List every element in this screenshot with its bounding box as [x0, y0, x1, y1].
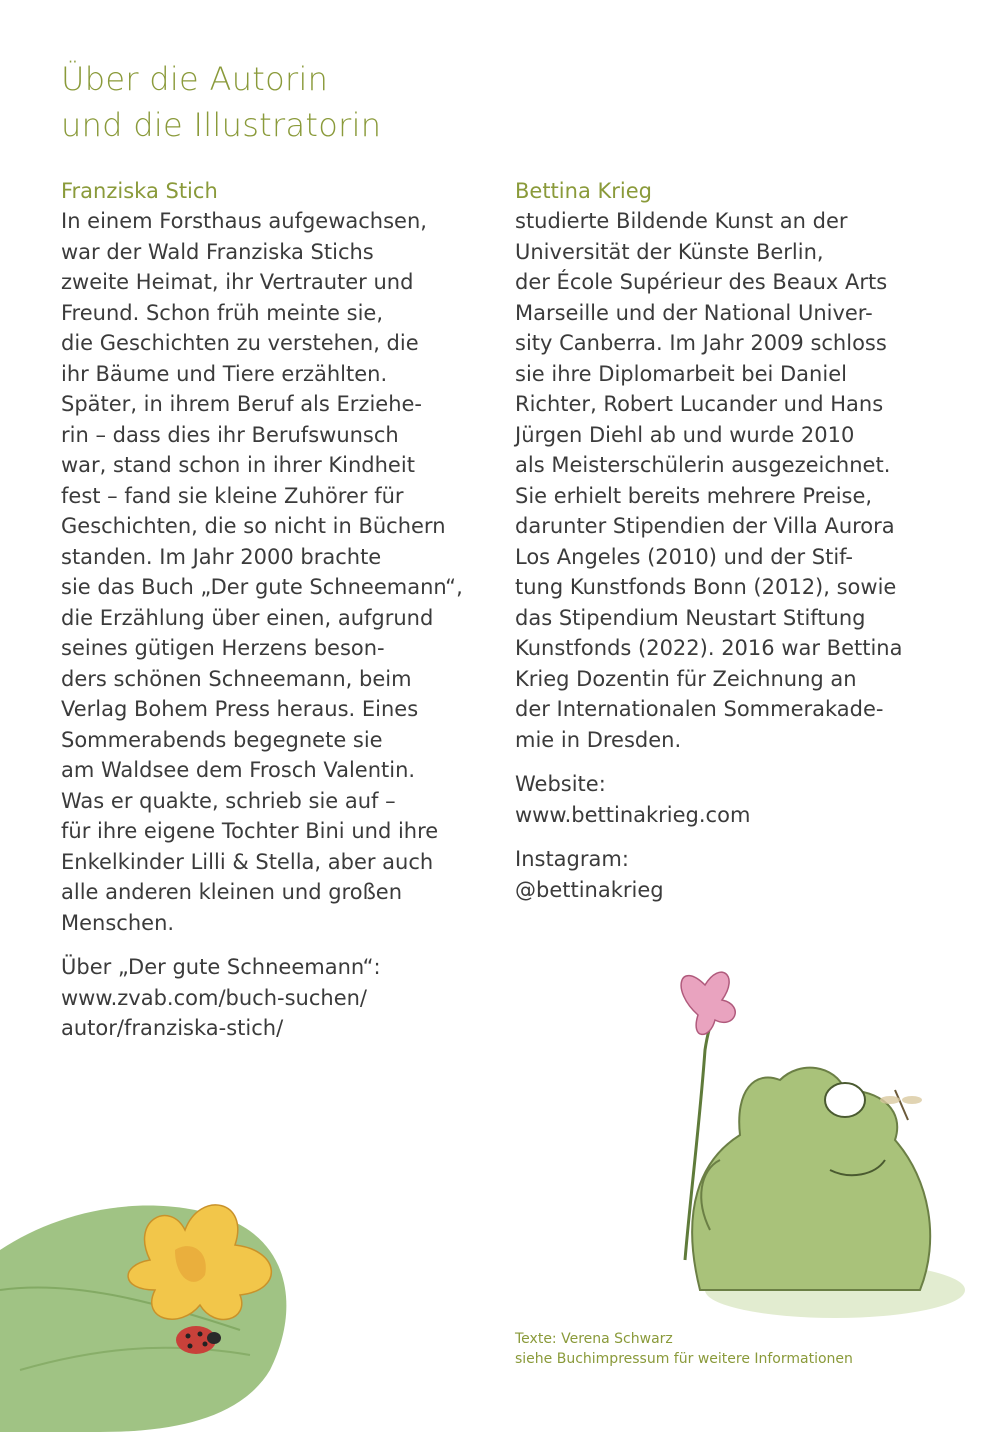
lily-pad-flower-illustration: [0, 1180, 300, 1432]
author-bio-line: die Erzählung über einen, aufgrund: [61, 605, 434, 630]
book-label: Über „Der gute Schneemann“:: [61, 955, 381, 979]
page-title-line-2: und die Illustratorin: [61, 106, 382, 144]
illustrator-bio-line: mie in Dresden.: [515, 727, 682, 752]
author-bio-line: ihr Bäume und Tiere erzählten.: [61, 361, 388, 386]
author-bio: [61, 206, 501, 938]
illustrator-bio-line: tung Kunstfonds Bonn (2012), sowie: [515, 575, 897, 599]
author-bio-line: war, stand schon in ihrer Kindheit: [61, 453, 415, 477]
illustrator-bio-line: sity Canberra. Im Jahr 2009 schloss: [515, 331, 887, 355]
illustrator-bio-line: Marseille und der National Univer-: [515, 300, 873, 325]
illustrator-section: [515, 176, 955, 905]
author-name: Franziska Stich: [61, 179, 218, 203]
illustrator-bio-line: das Stipendium Neustart Stiftung: [515, 605, 866, 630]
author-bio-line: für ihre eigene Tochter Bini und ihre: [61, 819, 439, 843]
author-bio-line: Verlag Bohem Press heraus. Eines: [61, 697, 419, 721]
instagram-label: Instagram:: [515, 847, 629, 871]
frog-with-flower-illustration: [640, 960, 970, 1325]
illustrator-bio-line: studierte Bildende Kunst an der: [515, 209, 848, 233]
author-bio-line: Enkelkinder Lilli & Stella, aber auch: [61, 849, 434, 874]
book-link-line-1[interactable]: www.zvab.com/buch-suchen/: [61, 985, 368, 1010]
author-bio-line: rin – dass dies ihr Berufswunsch: [61, 422, 399, 447]
website-label: Website:: [515, 772, 606, 796]
author-book-info: [61, 952, 501, 1044]
author-bio-line: Freund. Schon früh meinte sie,: [61, 300, 384, 325]
illustrator-bio-line: als Meisterschülerin ausgezeichnet.: [515, 453, 891, 477]
illustrator-name: Bettina Krieg: [515, 179, 652, 203]
author-section: [61, 176, 501, 1044]
illustrator-bio-line: der Internationalen Sommerakade-: [515, 697, 884, 721]
author-bio-line: fest – fand sie kleine Zuhörer für: [61, 483, 404, 508]
author-bio-line: sie das Buch „Der gute Schneemann“,: [61, 575, 463, 599]
author-bio-line: die Geschichten zu verstehen, die: [61, 331, 419, 355]
author-bio-line: Was er quakte, schrieb sie auf –: [61, 788, 396, 813]
author-bio-line: Geschichten, die so nicht in Büchern: [61, 514, 446, 538]
page-title-line-1: Über die Autorin: [61, 60, 329, 98]
author-bio-line: Menschen.: [61, 910, 175, 935]
illustrator-bio-line: Sie erhielt bereits mehrere Preise,: [515, 483, 873, 508]
author-bio-line: standen. Im Jahr 2000 brachte: [61, 544, 382, 569]
illustrator-bio-line: der École Supérieur des Beaux Arts: [515, 270, 888, 294]
footer-imprint-line: siehe Buchimpressum für weitere Informationen: [515, 1351, 853, 1367]
illustrator-bio-line: Los Angeles (2010) und der Stif-: [515, 544, 853, 569]
author-bio-line: zweite Heimat, ihr Vertrauter und: [61, 270, 414, 294]
author-bio-line: alle anderen kleinen und großen: [61, 880, 403, 904]
author-bio-line: seines gütigen Herzens beson-: [61, 636, 385, 660]
author-bio-line: Später, in ihrem Beruf als Erziehe-: [61, 392, 422, 416]
footer-credit-line: Texte: Verena Schwarz: [515, 1331, 673, 1347]
illustrator-bio-line: Universität der Künste Berlin,: [515, 239, 824, 264]
illustrator-bio-line: sie ihre Diplomarbeit bei Daniel: [515, 361, 847, 386]
illustrator-bio-line: Kunstfonds (2022). 2016 war Bettina: [515, 636, 903, 660]
book-link-line-2[interactable]: autor/franziska-stich/: [61, 1016, 284, 1040]
website-link[interactable]: www.bettinakrieg.com: [515, 802, 751, 827]
instagram-info: [515, 844, 955, 905]
illustrator-bio-line: Krieg Dozentin für Zeichnung an: [515, 666, 857, 691]
illustrator-bio: [515, 206, 955, 755]
author-bio-line: In einem Forsthaus aufgewachsen,: [61, 209, 427, 233]
author-bio-line: Sommerabends begegnete sie: [61, 727, 383, 752]
website-info: [515, 769, 955, 830]
illustrator-bio-line: Jürgen Diehl ab und wurde 2010: [515, 422, 855, 447]
illustrator-bio-line: Richter, Robert Lucander und Hans: [515, 392, 884, 416]
page-title: [61, 56, 381, 148]
author-bio-line: war der Wald Franziska Stichs: [61, 239, 374, 264]
instagram-handle[interactable]: @bettinakrieg: [515, 877, 664, 902]
author-bio-line: ders schönen Schneemann, beim: [61, 666, 412, 691]
author-bio-line: am Waldsee dem Frosch Valentin.: [61, 758, 416, 782]
footer-credits: [515, 1329, 853, 1369]
illustrator-bio-line: darunter Stipendien der Villa Aurora: [515, 514, 895, 538]
